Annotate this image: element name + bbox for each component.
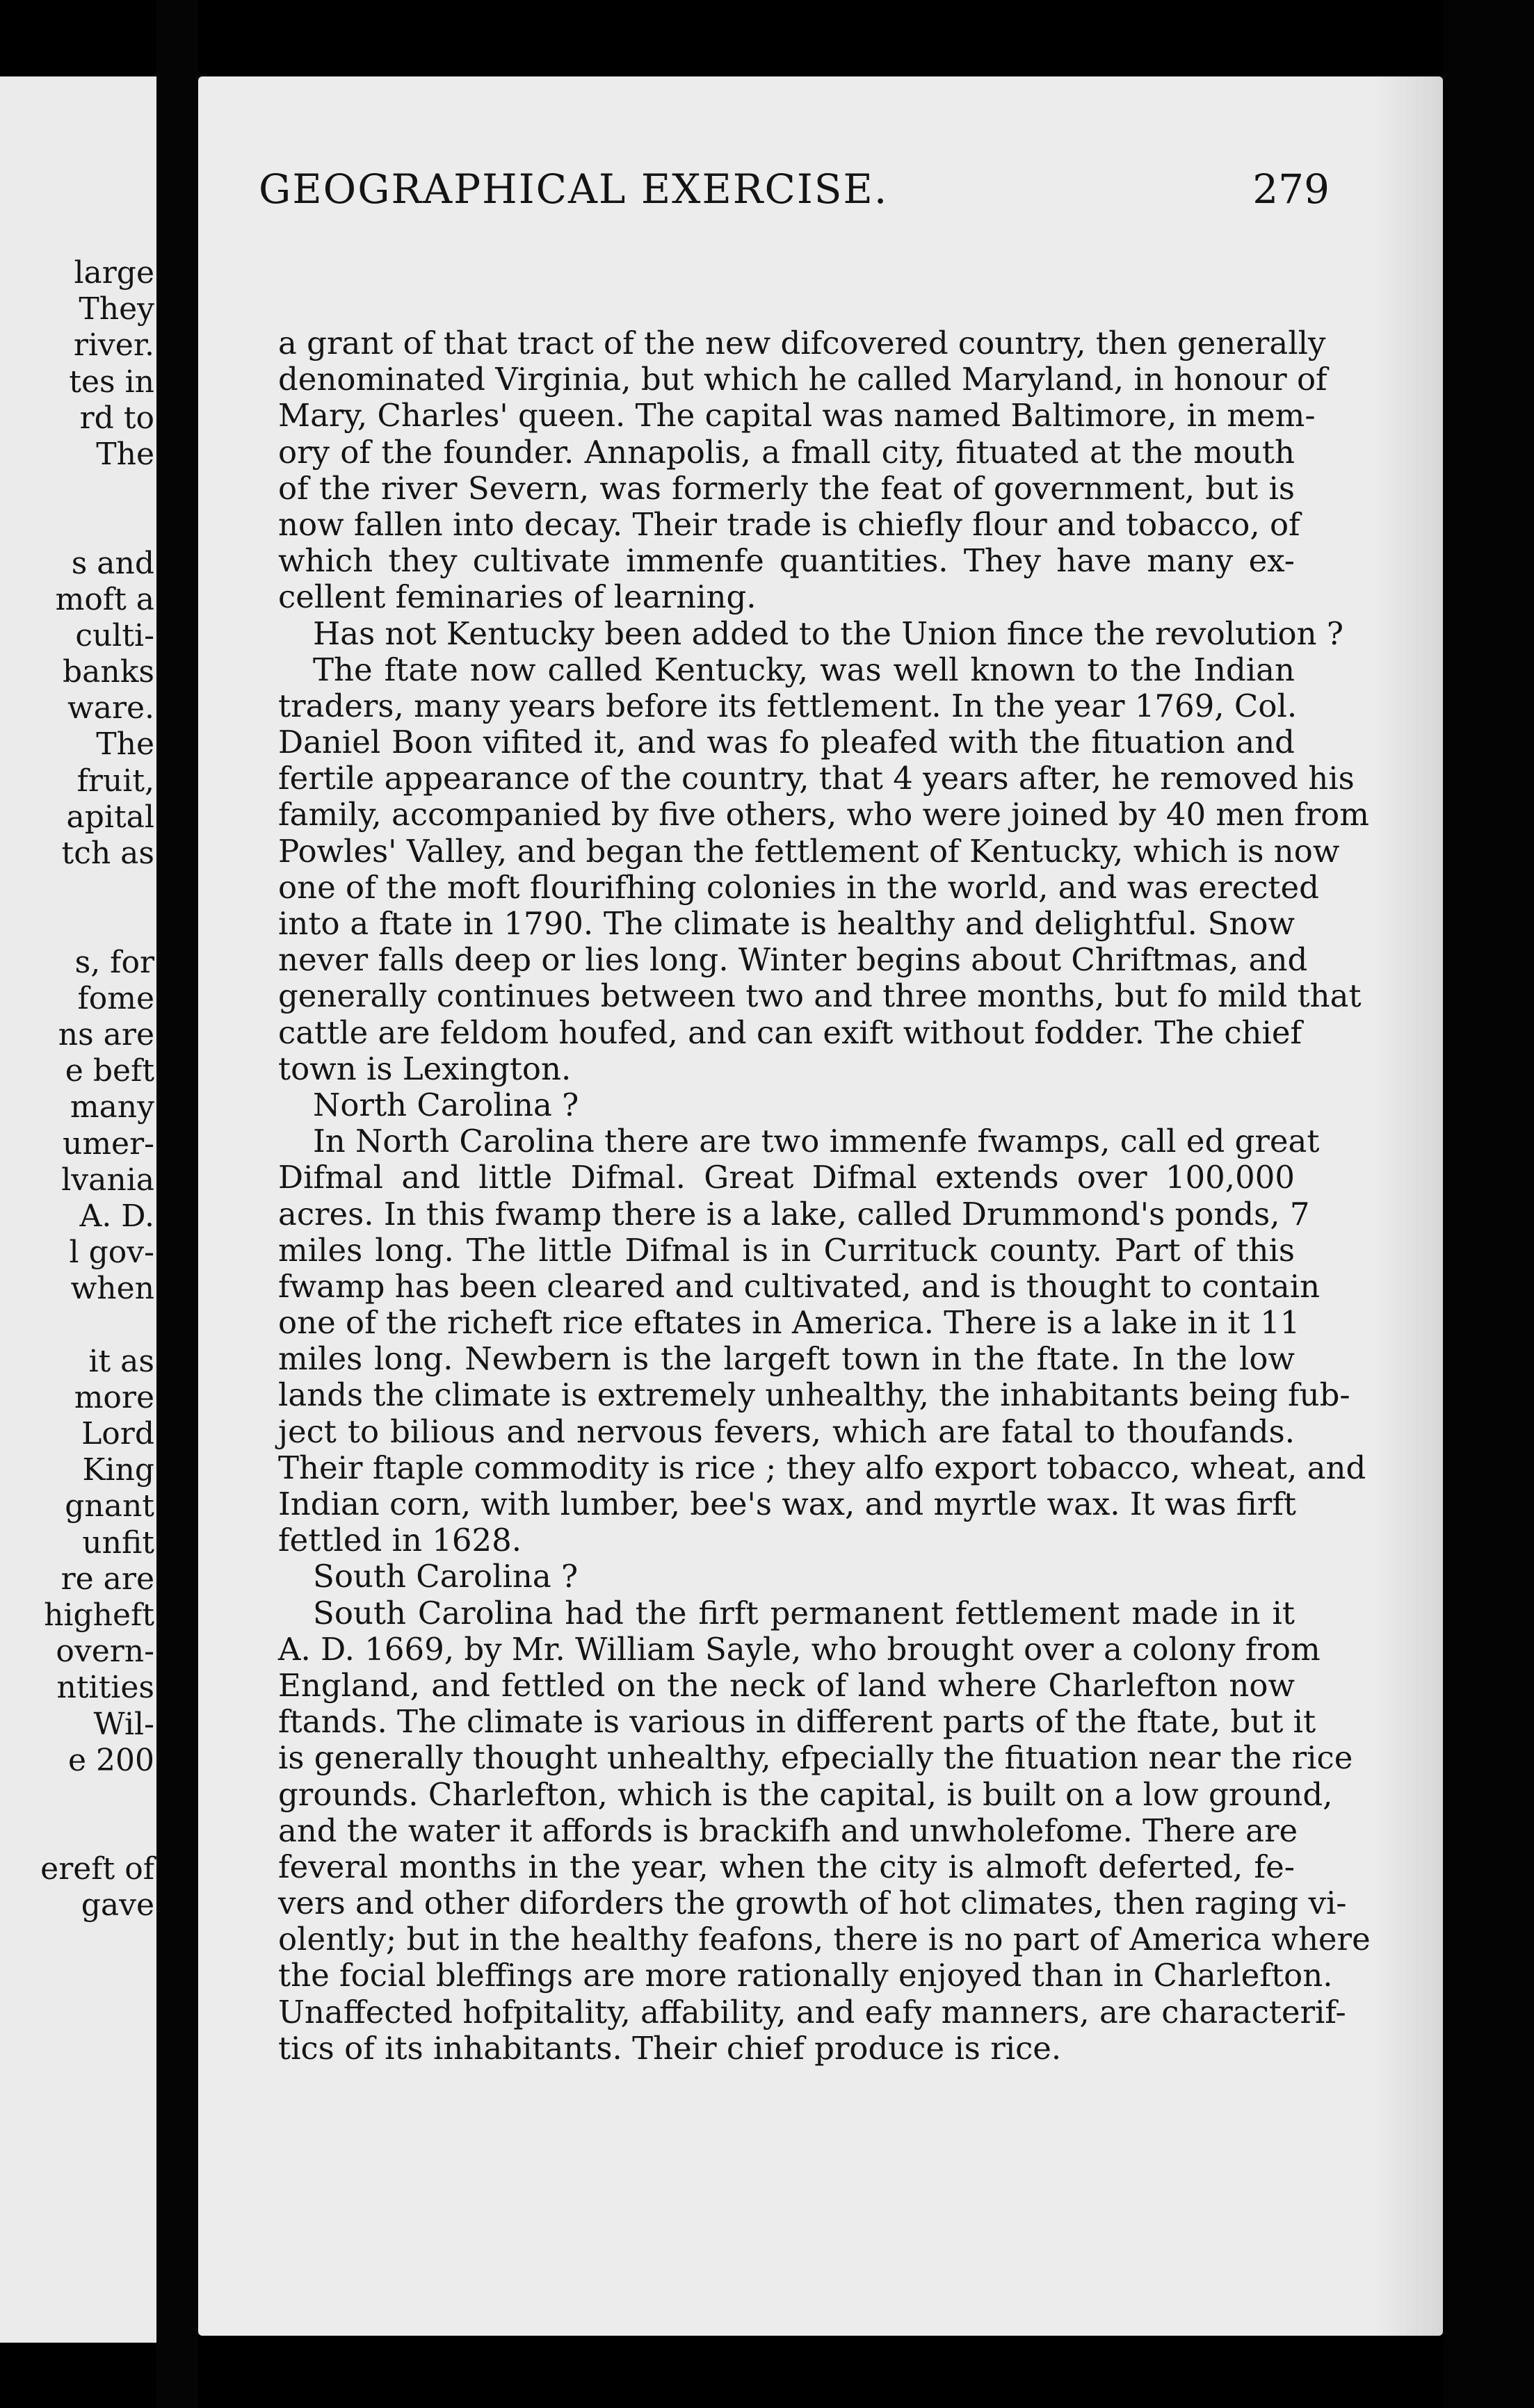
facing-page-line: fome xyxy=(77,980,154,1016)
facing-page-line: ereft of xyxy=(40,1851,154,1887)
facing-page-line: They xyxy=(79,291,154,327)
facing-page-line: e beft xyxy=(65,1053,154,1089)
text-line: Mary, Charles' queen. The capital was named Baltimore, in mem- xyxy=(278,397,1316,434)
facing-page-line xyxy=(0,1779,154,1815)
text-line: South Carolina had the firft permanent fettlement made in it xyxy=(313,1594,1295,1632)
text-line: vers and other diforders the growth of hot climates, then raging vi- xyxy=(278,1885,1347,1922)
text-line: traders, many years before its fettlement. In the year 1769, Col. xyxy=(278,687,1298,724)
text-line: Powles' Valley, and began the fettlement of Kentucky, which is now xyxy=(278,832,1340,870)
running-header xyxy=(259,165,1330,214)
facing-page-line: ntities xyxy=(56,1670,154,1706)
facing-page-line: s, for xyxy=(74,944,154,980)
facing-page-line: higheft xyxy=(44,1597,154,1633)
text-line: one of the richeft rice eftates in America. There is a lake in it 11 xyxy=(278,1304,1300,1342)
facing-page-line: moft a xyxy=(55,581,154,617)
facing-page-line: when xyxy=(70,1271,154,1307)
text-line: into a ftate in 1790. The climate is healthy and delightful. Snow xyxy=(278,905,1295,942)
facing-page-line: large xyxy=(74,255,154,291)
text-line: Unaffected hofpitality, affability, and eafy manners, are characterif- xyxy=(278,1993,1346,2031)
text-line: fwamp has been cleared and cultivated, and is thought to contain xyxy=(278,1267,1321,1305)
facing-page-line xyxy=(0,1815,154,1851)
facing-page-line: gave xyxy=(81,1887,154,1923)
text-line: tics of its inhabitants. Their chief produce is rice. xyxy=(278,2029,1062,2067)
page-number: 279 xyxy=(1252,165,1330,213)
text-line: South Carolina ? xyxy=(313,1558,579,1595)
text-line: and the water it affords is brackifh and unwholefome. There are xyxy=(278,1812,1298,1849)
facing-page-line: tes in xyxy=(69,364,154,400)
facing-page-line: overn- xyxy=(56,1634,154,1670)
facing-page-line: banks xyxy=(63,654,154,690)
text-line: miles long. Newbern is the largeft town in the ftate. In the low xyxy=(278,1340,1295,1378)
text-line: A. D. 1669, by Mr. William Sayle, who brought over a colony from xyxy=(278,1630,1321,1668)
facing-page-line: gnant xyxy=(65,1488,154,1524)
facing-page-line: fruit, xyxy=(76,763,154,799)
text-line: ject to bilious and nervous fevers, which are fatal to thoufands. xyxy=(278,1413,1295,1450)
text-line: family, accompanied by five others, who were joined by 40 men from xyxy=(278,796,1369,833)
facing-page-line: culti- xyxy=(75,617,154,653)
facing-page-line: e 200 xyxy=(67,1742,154,1778)
text-line: generally continues between two and three months, but fo mild that xyxy=(278,977,1362,1015)
text-line: cellent feminaries of learning. xyxy=(278,578,757,616)
facing-page-line: many xyxy=(70,1089,154,1125)
facing-page-line: ns are xyxy=(58,1016,154,1052)
text-line: fertile appearance of the country, that 4 years after, he removed his xyxy=(278,760,1355,797)
text-line: now fallen into decay. Their trade is chiefly flour and tobacco, of xyxy=(278,505,1300,543)
text-line: town is Lexington. xyxy=(278,1050,572,1087)
binding-gutter xyxy=(156,0,198,2408)
text-line: The ftate now called Kentucky, was well known to the Indian xyxy=(313,651,1295,688)
facing-page-line: rd to xyxy=(79,400,154,436)
text-line: Has not Kentucky been added to the Union fince the revolution ? xyxy=(313,615,1344,652)
facing-page-line: Wil- xyxy=(93,1706,154,1742)
text-line: never falls deep or lies long. Winter begins about Chriftmas, and xyxy=(278,941,1308,979)
facing-page-line: The xyxy=(96,436,154,472)
facing-page-line: more xyxy=(74,1379,154,1415)
facing-page-line xyxy=(0,473,154,509)
text-line: ory of the founder. Annapolis, a fmall city, fituated at the mouth xyxy=(278,433,1295,471)
facing-page-line: ware. xyxy=(67,690,154,726)
facing-page-line xyxy=(0,908,154,944)
facing-page-line: s and xyxy=(71,545,154,581)
facing-page-line xyxy=(0,872,154,908)
facing-page-line: Lord xyxy=(81,1416,154,1451)
facing-page-line: it as xyxy=(88,1343,154,1379)
text-line: grounds. Charlefton, which is the capital, is built on a low ground, xyxy=(278,1775,1333,1813)
page-title: GEOGRAPHICAL EXERCISE. xyxy=(259,165,889,213)
page-edge-shadow xyxy=(1373,76,1443,2336)
facing-page-line: The xyxy=(96,726,154,763)
text-line: North Carolina ? xyxy=(313,1086,579,1123)
facing-page-line: apital xyxy=(66,799,154,835)
text-line: feveral months in the year, when the city is almoft deferted, fe- xyxy=(278,1848,1295,1885)
text-line: Difmal and little Difmal. Great Difmal extends over 100,000 xyxy=(278,1159,1295,1196)
text-line: the focial bleffings are more rationally enjoyed than in Charlefton. xyxy=(278,1957,1333,1994)
text-line: denominated Virginia, but which he called Maryland, in honour of xyxy=(278,361,1327,398)
facing-page-line: A. D. xyxy=(79,1198,154,1234)
facing-page-line: umer- xyxy=(63,1125,154,1162)
text-line: is generally thought unhealthy, efpecially the fituation near the rice xyxy=(278,1739,1353,1777)
text-line: acres. In this fwamp there is a lake, called Drummond's ponds, 7 xyxy=(278,1195,1310,1233)
text-line: olently; but in the healthy feafons, there is no part of America where xyxy=(278,1921,1371,1958)
text-line: England, and fettled on the neck of land where Charlefton now xyxy=(278,1666,1295,1704)
facing-page-line: river. xyxy=(73,327,154,364)
facing-page-line: l gov- xyxy=(69,1235,154,1271)
text-line: which they cultivate immenfe quantities. They have many ex- xyxy=(278,542,1295,580)
facing-page-line: King xyxy=(82,1452,154,1488)
body-text xyxy=(278,325,1371,2067)
text-line: of the river Severn, was formerly the feat of government, but is xyxy=(278,469,1295,507)
text-line: cattle are feldom houfed, and can exift without fodder. The chief xyxy=(278,1014,1302,1051)
text-line: one of the moft flourifhing colonies in the world, and was erected xyxy=(278,868,1319,906)
facing-page-line xyxy=(0,1307,154,1343)
text-line: Their ftaple commodity is rice ; they alfo export tobacco, wheat, and xyxy=(278,1449,1366,1486)
text-line: Indian corn, with lumber, bee's wax, and myrtle wax. It was firft xyxy=(278,1486,1297,1522)
text-line: lands the climate is extremely unhealthy, the inhabitants being fub- xyxy=(278,1376,1350,1414)
facing-page-line: lvania xyxy=(61,1162,154,1198)
facing-page-text xyxy=(0,255,154,1924)
text-line: ftands. The climate is various in different parts of the ftate, but it xyxy=(278,1703,1316,1741)
scan-background xyxy=(1443,0,1534,2408)
text-line: In North Carolina there are two immenfe fwamps, call ed great xyxy=(313,1123,1320,1160)
text-line: a grant of that tract of the new difcovered country, then generally xyxy=(278,325,1326,361)
facing-page-line: unfit xyxy=(82,1524,154,1561)
facing-page-line: tch as xyxy=(61,836,154,871)
facing-page-line xyxy=(0,509,154,545)
facing-page xyxy=(0,76,156,2343)
facing-page-line: re are xyxy=(60,1561,154,1597)
text-line: miles long. The little Difmal is in Currituck county. Part of this xyxy=(278,1231,1295,1269)
text-line: Daniel Boon vifited it, and was fo pleafed with the fituation and xyxy=(278,724,1295,761)
text-line: fettled in 1628. xyxy=(278,1522,522,1559)
